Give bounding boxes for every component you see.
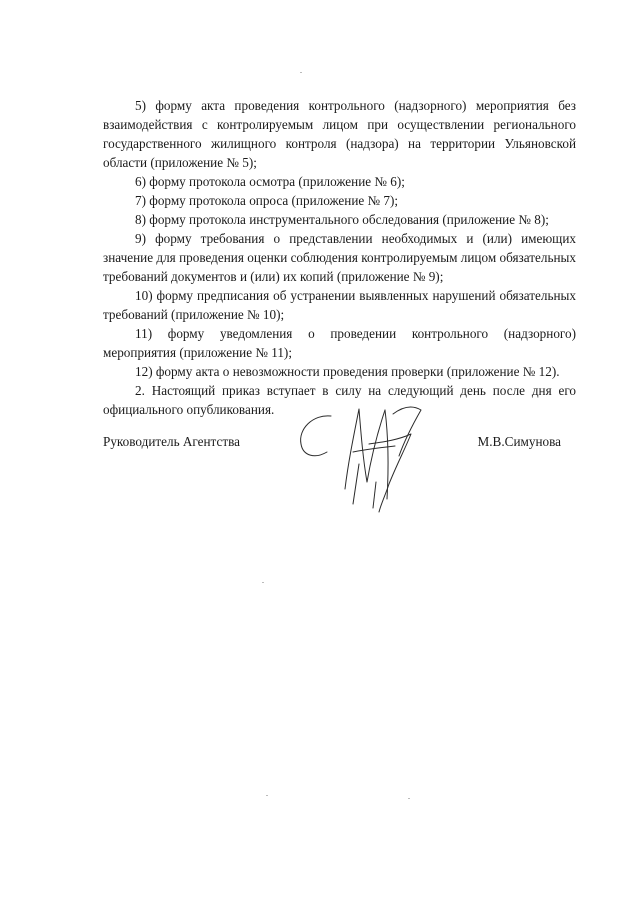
handwritten-signature — [293, 404, 433, 524]
list-item-12: 12) форму акта о невозможности проведения проверки (приложение № 12). — [135, 364, 560, 379]
signatory-name: М.В.Симунова — [477, 434, 561, 449]
list-item-8: 8) форму протокола инструментального обследования (приложение № 8); — [135, 212, 549, 227]
list-item-11: 11) форму уведомления о проведении контрольного (надзорного) мероприятия (приложение № 11); — [103, 326, 576, 360]
scan-speck — [300, 72, 302, 73]
list-item-10: 10) форму предписания об устранении выявленных нарушений обязательных требований (приложение № 10); — [103, 288, 576, 322]
list-item-5: 5) форму акта проведения контрольного (надзорного) мероприятия без взаимодействия с контролируемым лицом при осуществлении регионального государственного жилищного контроля (надзора) на территории Ульяновской области (приложение № 5); — [103, 98, 576, 170]
list-item-9: 9) форму требования о представлении необходимых и (или) имеющих значение для проведения оценки соблюдения контролируемым лицом обязательных требований документов и (или) их копий (приложение № 9); — [103, 231, 576, 284]
scan-speck — [408, 798, 410, 799]
list-item-7: 7) форму протокола опроса (приложение № 7); — [135, 193, 399, 208]
effective-date-clause: 2. Настоящий приказ вступает в силу на следующий день после дня его официального опубликования. — [103, 383, 576, 417]
signatory-title: Руководитель Агентства — [103, 434, 240, 449]
scan-speck — [266, 795, 268, 796]
document-body — [103, 96, 576, 419]
scan-speck — [262, 582, 264, 583]
signature-block — [103, 434, 576, 534]
list-item-6: 6) форму протокола осмотра (приложение № 6); — [135, 174, 405, 189]
